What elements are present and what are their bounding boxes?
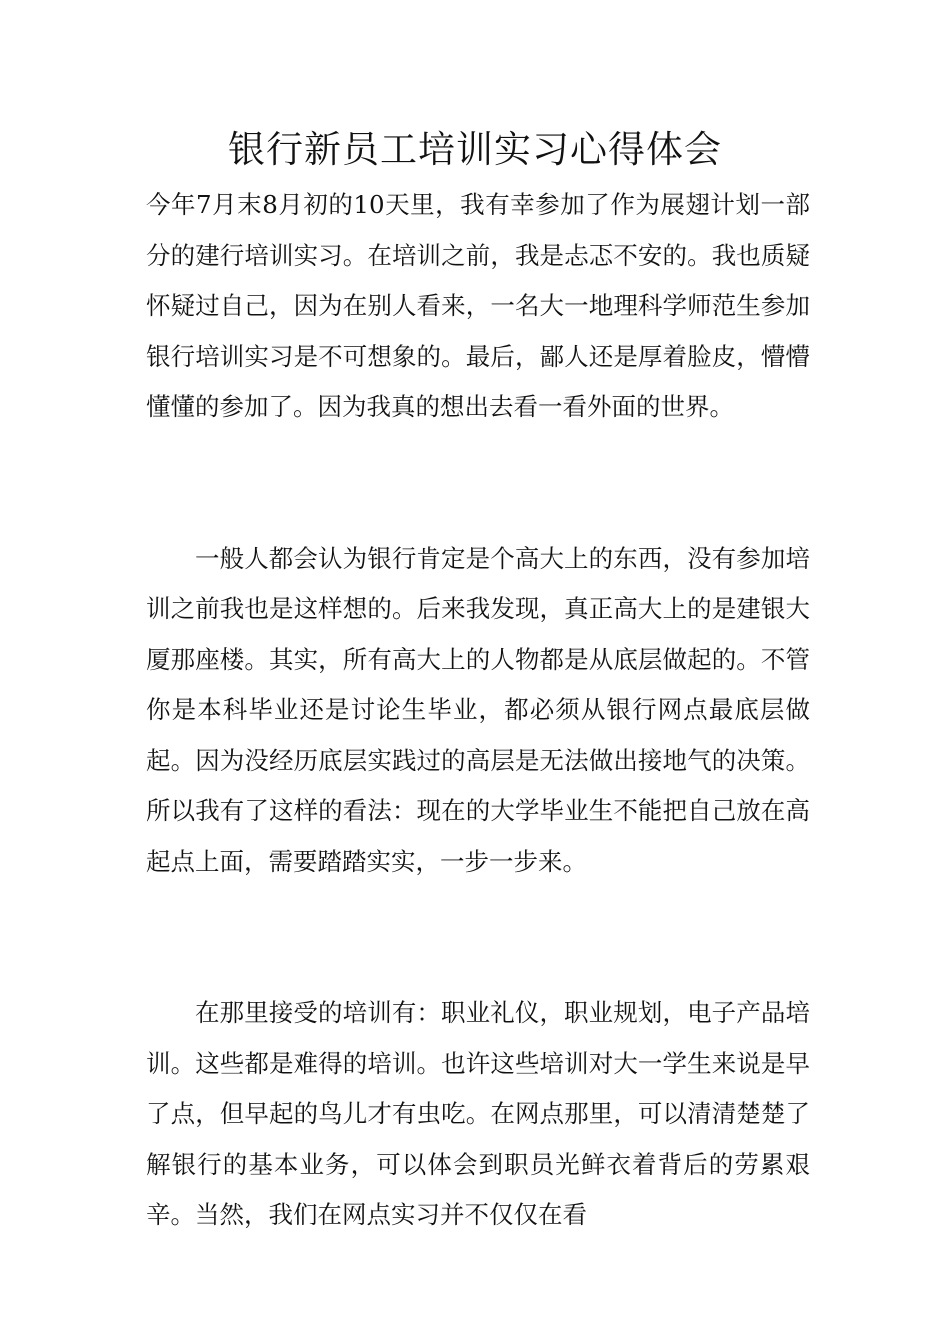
- paragraph-spacer: [146, 887, 810, 988]
- paragraph-2: 一般人都会认为银行肯定是个高大上的东西，没有参加培训之前我也是这样想的。后来我发现，真正高大上的是建银大厦那座楼。其实，所有高大上的人物都是从底层做起的。不管你是本科毕业还是讨论生毕业，都必须从银行网点最底层做起。因为没经历底层实践过的高层是无法做出接地气的决策。所以我有了这样的看法：现在的大学毕业生不能把自己放在高起点上面，需要踏踏实实，一步一步来。: [146, 543, 810, 876]
- paragraph-3: 在那里接受的培训有：职业礼仪，职业规划，电子产品培训。这些都是难得的培训。也许这些培训对大一学生来说是早了点，但早起的鸟儿才有虫吃。在网点那里，可以清清楚楚了解银行的基本业务，可以体会到职员光鲜衣着背后的劳累艰辛。当然，我们在网点实习并不仅仅在看: [146, 998, 810, 1229]
- document-title: 银行新员工培训实习心得体会: [228, 128, 722, 171]
- paragraph-spacer: [146, 433, 810, 534]
- paragraph-1: 今年7月末8月初的10天里，我有幸参加了作为展翅计划一部分的建行培训实习。在培训之前，我是忐忑不安的。我也质疑怀疑过自己，因为在别人看来，一名大一地理科学师范生参加银行培训实习是不可想象的。最后，鄙人还是厚着脸皮，懵懵懂懂的参加了。因为我真的想出去看一看外面的世界。: [146, 190, 810, 421]
- document-body: [146, 180, 810, 1241]
